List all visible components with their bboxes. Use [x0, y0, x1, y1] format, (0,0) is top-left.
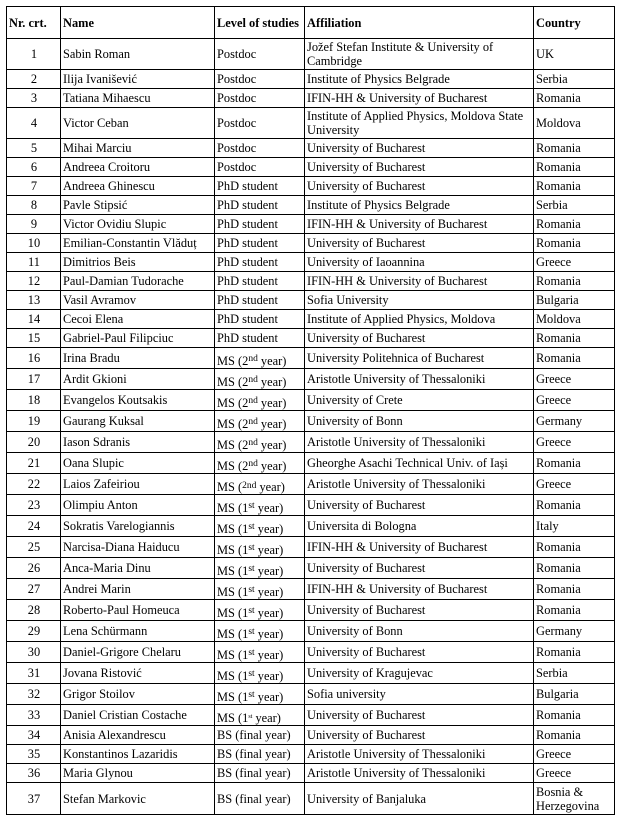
participant-name: Dimitrios Beis [61, 253, 215, 272]
country: Romania [534, 642, 615, 663]
country: Romania [534, 215, 615, 234]
affiliation: University of Bucharest [305, 726, 534, 745]
row-number: 13 [7, 291, 61, 310]
participant-name: Irina Bradu [61, 348, 215, 369]
row-number: 5 [7, 139, 61, 158]
row-number: 7 [7, 177, 61, 196]
level-ordinal-suffix: st [248, 669, 255, 679]
country: Germany [534, 411, 615, 432]
participant-name: Maria Glynou [61, 764, 215, 783]
level-text: MS (1 [217, 627, 249, 641]
level-text: MS (2 [217, 354, 249, 368]
participant-name: Lena Schürmann [61, 621, 215, 642]
participant-name: Gabriel-Paul Filipciuc [61, 329, 215, 348]
table-row [7, 783, 615, 815]
country: Serbia [534, 70, 615, 89]
row-number: 3 [7, 89, 61, 108]
affiliation: IFIN-HH & University of Bucharest [305, 537, 534, 558]
participant-name: Ilija Ivanišević [61, 70, 215, 89]
level-ordinal-suffix: st [248, 543, 255, 553]
level-text: MS (1 [217, 564, 249, 578]
country: Romania [534, 453, 615, 474]
participant-name: Andreea Croitoru [61, 158, 215, 177]
level-of-studies [215, 558, 305, 579]
level-text-suffix: year) [257, 459, 287, 473]
affiliation: Aristotle University of Thessaloniki [305, 369, 534, 390]
level-ordinal-suffix: nd [248, 438, 258, 448]
country: Romania [534, 558, 615, 579]
level-ordinal-suffix: st [248, 585, 255, 595]
affiliation: University of Iaoannina [305, 253, 534, 272]
level-ordinal-suffix: st [248, 606, 255, 616]
table-row [7, 291, 615, 310]
participant-name: Mihai Marciu [61, 139, 215, 158]
affiliation: University of Bucharest [305, 600, 534, 621]
affiliation: Aristotle University of Thessaloniki [305, 432, 534, 453]
level-ordinal-suffix: st [248, 564, 255, 574]
table-row [7, 495, 615, 516]
row-number: 4 [7, 108, 61, 139]
level-ordinal-suffix: st [248, 522, 255, 532]
table-header-row [7, 7, 615, 39]
participant-name: Cecoi Elena [61, 310, 215, 329]
level-text-suffix: year) [257, 375, 287, 389]
row-number: 37 [7, 783, 61, 815]
level-ordinal-suffix: st [248, 501, 255, 511]
level-text-suffix: year) [254, 522, 284, 536]
participant-name: Grigor Stoilov [61, 684, 215, 705]
level-of-studies: PhD student [215, 234, 305, 253]
level-ordinal-suffix: st [248, 714, 253, 720]
table-row [7, 579, 615, 600]
level-of-studies [215, 705, 305, 726]
affiliation: University of Bucharest [305, 177, 534, 196]
table-row [7, 745, 615, 764]
level-ordinal-suffix: nd [248, 396, 258, 406]
table-row [7, 369, 615, 390]
country: Romania [534, 705, 615, 726]
level-ordinal-suffix: nd [248, 354, 258, 364]
level-text: MS ( [217, 480, 243, 494]
affiliation: University of Bucharest [305, 705, 534, 726]
country: Romania [534, 272, 615, 291]
table-row [7, 663, 615, 684]
level-of-studies [215, 474, 305, 495]
participant-name: Vasil Avramov [61, 291, 215, 310]
row-number: 1 [7, 39, 61, 70]
level-of-studies: PhD student [215, 253, 305, 272]
level-text-suffix: year) [254, 564, 284, 578]
level-text: MS (2 [217, 375, 249, 389]
affiliation: University of Bucharest [305, 158, 534, 177]
row-number: 29 [7, 621, 61, 642]
level-of-studies [215, 390, 305, 411]
participant-name: Konstantinos Lazaridis [61, 745, 215, 764]
country: Greece [534, 390, 615, 411]
affiliation: Sofia university [305, 684, 534, 705]
table-row [7, 234, 615, 253]
level-ordinal-suffix: 2nd [242, 481, 257, 491]
country: Romania [534, 348, 615, 369]
participant-name: Pavle Stipsić [61, 196, 215, 215]
table-row [7, 684, 615, 705]
affiliation: Institute of Applied Physics, Moldova State University [305, 108, 534, 139]
participant-name: Emilian-Constantin Vlăduț [61, 234, 215, 253]
affiliation: Institute of Physics Belgrade [305, 196, 534, 215]
level-ordinal-suffix: st [248, 690, 255, 700]
affiliation: University of Bucharest [305, 139, 534, 158]
level-text: MS (1 [217, 585, 249, 599]
table-row [7, 158, 615, 177]
level-text-suffix: year) [257, 438, 287, 452]
level-of-studies: Postdoc [215, 89, 305, 108]
level-of-studies: Postdoc [215, 139, 305, 158]
table-body [7, 39, 615, 815]
participant-name: Daniel Cristian Costache [61, 705, 215, 726]
row-number: 32 [7, 684, 61, 705]
level-text-suffix: year) [257, 417, 287, 431]
row-number: 27 [7, 579, 61, 600]
affiliation: University of Crete [305, 390, 534, 411]
affiliation: Aristotle University of Thessaloniki [305, 474, 534, 495]
row-number: 11 [7, 253, 61, 272]
level-text: MS (2 [217, 459, 249, 473]
country: Romania [534, 600, 615, 621]
row-number: 12 [7, 272, 61, 291]
level-of-studies [215, 369, 305, 390]
row-number: 21 [7, 453, 61, 474]
row-number: 34 [7, 726, 61, 745]
country: Romania [534, 329, 615, 348]
level-of-studies [215, 516, 305, 537]
participant-name: Laios Zafeiriou [61, 474, 215, 495]
row-number: 14 [7, 310, 61, 329]
row-number: 15 [7, 329, 61, 348]
affiliation: University of Bucharest [305, 558, 534, 579]
table-row [7, 177, 615, 196]
header-level: Level of studies [215, 7, 305, 39]
level-text: MS (1 [217, 711, 249, 725]
table-row [7, 89, 615, 108]
participant-name: Victor Ovidiu Slupic [61, 215, 215, 234]
row-number: 31 [7, 663, 61, 684]
row-number: 2 [7, 70, 61, 89]
participant-name: Victor Ceban [61, 108, 215, 139]
country: Bulgaria [534, 291, 615, 310]
level-text-suffix: year) [252, 711, 281, 725]
participants-table [6, 6, 615, 815]
country: Greece [534, 745, 615, 764]
level-text-suffix: year) [254, 627, 284, 641]
table-row [7, 139, 615, 158]
table-row [7, 432, 615, 453]
country: Romania [534, 579, 615, 600]
participant-name: Ardit Gkioni [61, 369, 215, 390]
participant-name: Gaurang Kuksal [61, 411, 215, 432]
table-row [7, 215, 615, 234]
country: Romania [534, 537, 615, 558]
level-of-studies: Postdoc [215, 39, 305, 70]
level-of-studies: BS (final year) [215, 764, 305, 783]
country: Bosnia & Herzegovina [534, 783, 615, 815]
affiliation: Aristotle University of Thessaloniki [305, 764, 534, 783]
affiliation: Universita di Bologna [305, 516, 534, 537]
row-number: 10 [7, 234, 61, 253]
level-ordinal-suffix: nd [248, 417, 258, 427]
table-row [7, 516, 615, 537]
table-row [7, 726, 615, 745]
row-number: 36 [7, 764, 61, 783]
table-row [7, 600, 615, 621]
level-text-suffix: year) [254, 669, 284, 683]
table-row [7, 764, 615, 783]
participant-name: Sokratis Varelogiannis [61, 516, 215, 537]
country: Greece [534, 369, 615, 390]
affiliation: Institute of Applied Physics, Moldova [305, 310, 534, 329]
table-row [7, 272, 615, 291]
level-of-studies: PhD student [215, 291, 305, 310]
level-text-suffix: year) [254, 543, 284, 557]
level-of-studies [215, 411, 305, 432]
level-of-studies [215, 684, 305, 705]
participant-name: Narcisa-Diana Haiducu [61, 537, 215, 558]
level-of-studies: BS (final year) [215, 745, 305, 764]
table-row [7, 196, 615, 215]
participant-name: Tatiana Mihaescu [61, 89, 215, 108]
table-row [7, 329, 615, 348]
row-number: 28 [7, 600, 61, 621]
country: Serbia [534, 663, 615, 684]
table-row [7, 70, 615, 89]
row-number: 25 [7, 537, 61, 558]
level-text-suffix: year) [254, 690, 284, 704]
participant-name: Stefan Markovic [61, 783, 215, 815]
country: Romania [534, 158, 615, 177]
country: Greece [534, 764, 615, 783]
table-row [7, 108, 615, 139]
affiliation: Sofia University [305, 291, 534, 310]
level-of-studies [215, 579, 305, 600]
participant-name: Anca-Maria Dinu [61, 558, 215, 579]
level-text: MS (1 [217, 669, 249, 683]
level-of-studies [215, 537, 305, 558]
country: Romania [534, 495, 615, 516]
row-number: 8 [7, 196, 61, 215]
level-text: MS (1 [217, 648, 249, 662]
table-row [7, 253, 615, 272]
table-row [7, 537, 615, 558]
level-of-studies: Postdoc [215, 108, 305, 139]
level-text-suffix: year) [254, 648, 284, 662]
level-ordinal-suffix: st [248, 648, 255, 658]
level-text-suffix: year) [254, 501, 284, 515]
header-affiliation: Affiliation [305, 7, 534, 39]
level-of-studies: PhD student [215, 177, 305, 196]
row-number: 22 [7, 474, 61, 495]
row-number: 19 [7, 411, 61, 432]
participant-name: Sabin Roman [61, 39, 215, 70]
table-row [7, 39, 615, 70]
row-number: 26 [7, 558, 61, 579]
level-of-studies: BS (final year) [215, 783, 305, 815]
participant-name: Anisia Alexandrescu [61, 726, 215, 745]
level-of-studies [215, 621, 305, 642]
table-row [7, 411, 615, 432]
affiliation: University of Bucharest [305, 329, 534, 348]
participant-name: Olimpiu Anton [61, 495, 215, 516]
level-text: MS (1 [217, 606, 249, 620]
participant-name: Andreea Ghinescu [61, 177, 215, 196]
country: Moldova [534, 310, 615, 329]
country: Romania [534, 177, 615, 196]
level-of-studies: Postdoc [215, 70, 305, 89]
affiliation: University Politehnica of Bucharest [305, 348, 534, 369]
country: Bulgaria [534, 684, 615, 705]
row-number: 23 [7, 495, 61, 516]
level-text: MS (2 [217, 438, 249, 452]
participant-name: Evangelos Koutsakis [61, 390, 215, 411]
row-number: 18 [7, 390, 61, 411]
level-ordinal-suffix: nd [248, 459, 258, 469]
level-of-studies [215, 348, 305, 369]
level-of-studies: PhD student [215, 310, 305, 329]
affiliation: University of Bonn [305, 411, 534, 432]
country: Romania [534, 726, 615, 745]
affiliation: IFIN-HH & University of Bucharest [305, 272, 534, 291]
affiliation: Aristotle University of Thessaloniki [305, 745, 534, 764]
participant-name: Oana Slupic [61, 453, 215, 474]
level-text-suffix: year) [254, 585, 284, 599]
level-of-studies: Postdoc [215, 158, 305, 177]
header-nr: Nr. crt. [7, 7, 61, 39]
country: Germany [534, 621, 615, 642]
row-number: 35 [7, 745, 61, 764]
row-number: 33 [7, 705, 61, 726]
affiliation: University of Banjaluka [305, 783, 534, 815]
level-of-studies [215, 432, 305, 453]
level-of-studies [215, 495, 305, 516]
level-of-studies [215, 663, 305, 684]
row-number: 30 [7, 642, 61, 663]
level-text: MS (1 [217, 522, 249, 536]
table-row [7, 348, 615, 369]
row-number: 6 [7, 158, 61, 177]
level-text-suffix: year) [256, 480, 285, 494]
country: Italy [534, 516, 615, 537]
header-country: Country [534, 7, 615, 39]
level-of-studies: PhD student [215, 329, 305, 348]
table-row [7, 310, 615, 329]
level-of-studies [215, 642, 305, 663]
affiliation: Institute of Physics Belgrade [305, 70, 534, 89]
table-row [7, 390, 615, 411]
affiliation: IFIN-HH & University of Bucharest [305, 215, 534, 234]
affiliation: University of Bucharest [305, 495, 534, 516]
country: Romania [534, 234, 615, 253]
level-text: MS (2 [217, 417, 249, 431]
affiliation: University of Kragujevac [305, 663, 534, 684]
level-text: MS (1 [217, 543, 249, 557]
level-ordinal-suffix: nd [248, 375, 258, 385]
level-of-studies [215, 600, 305, 621]
participant-name: Paul-Damian Tudorache [61, 272, 215, 291]
table-row [7, 558, 615, 579]
row-number: 17 [7, 369, 61, 390]
country: Moldova [534, 108, 615, 139]
country: UK [534, 39, 615, 70]
table-row [7, 705, 615, 726]
level-of-studies [215, 453, 305, 474]
level-of-studies: PhD student [215, 272, 305, 291]
level-of-studies: PhD student [215, 215, 305, 234]
table-row [7, 474, 615, 495]
level-text-suffix: year) [257, 396, 287, 410]
table-row [7, 621, 615, 642]
level-ordinal-suffix: st [248, 627, 255, 637]
participant-name: Daniel-Grigore Chelaru [61, 642, 215, 663]
participant-name: Roberto-Paul Homeuca [61, 600, 215, 621]
country: Serbia [534, 196, 615, 215]
level-text: MS (2 [217, 396, 249, 410]
participant-name: Andrei Marin [61, 579, 215, 600]
level-of-studies: BS (final year) [215, 726, 305, 745]
affiliation: Gheorghe Asachi Technical Univ. of Iași [305, 453, 534, 474]
affiliation: University of Bucharest [305, 642, 534, 663]
level-text: MS (1 [217, 501, 249, 515]
affiliation: Jožef Stefan Institute & University of Cambridge [305, 39, 534, 70]
table-row [7, 642, 615, 663]
country: Greece [534, 253, 615, 272]
participant-name: Iason Sdranis [61, 432, 215, 453]
row-number: 24 [7, 516, 61, 537]
affiliation: IFIN-HH & University of Bucharest [305, 579, 534, 600]
country: Romania [534, 139, 615, 158]
level-text: MS (1 [217, 690, 249, 704]
participant-name: Jovana Ristović [61, 663, 215, 684]
country: Greece [534, 474, 615, 495]
row-number: 20 [7, 432, 61, 453]
row-number: 16 [7, 348, 61, 369]
row-number: 9 [7, 215, 61, 234]
table-row [7, 453, 615, 474]
country: Greece [534, 432, 615, 453]
level-of-studies: PhD student [215, 196, 305, 215]
level-text-suffix: year) [257, 354, 287, 368]
header-name: Name [61, 7, 215, 39]
affiliation: University of Bonn [305, 621, 534, 642]
affiliation: University of Bucharest [305, 234, 534, 253]
affiliation: IFIN-HH & University of Bucharest [305, 89, 534, 108]
country: Romania [534, 89, 615, 108]
level-text-suffix: year) [254, 606, 284, 620]
